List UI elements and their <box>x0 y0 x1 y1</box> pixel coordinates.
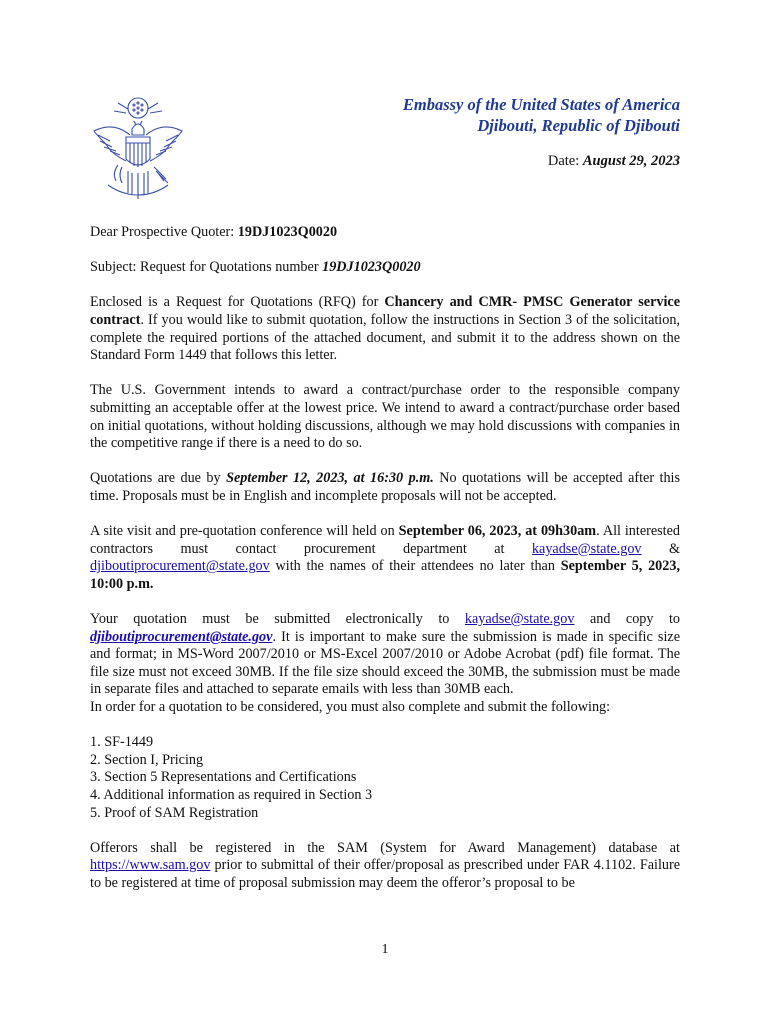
list-item: 2. Section I, Pricing <box>90 751 204 768</box>
subject-line <box>90 259 680 277</box>
para1-text-1: Enclosed is a Request for Quotations (RFQ) for <box>90 294 379 311</box>
para5-text-2: and copy to <box>589 611 680 628</box>
para1-text-2: . If you would like to submit quotation, follow the instructions in Section 3 of the solicitation, complete the required portions of the attached document, and submit it to the address shown on the Standard Form 1449 that follows this letter. <box>90 311 680 364</box>
salutation <box>90 224 680 242</box>
due-date: September 12, 2023, at 16:30 p.m. <box>226 470 434 487</box>
subject-text: Subject: Request for Quotations number <box>90 259 319 276</box>
para7-text-1: Offerors shall be registered in the SAM (System for Award Management) database at <box>90 839 680 856</box>
date-value: August 29, 2023 <box>582 153 680 169</box>
date-label: Date: <box>547 153 580 169</box>
solicitation-number: 19DJ1023Q0020 <box>237 224 338 240</box>
para7-text-2: prior to submittal of their offer/proposal as prescribed under FAR 4.1102. Failure to be registered at time of proposal submission may deem the offeror’s proposal to be <box>90 857 681 891</box>
para5-text-3: . It is important to make sure the submission is made in specific size and format; in MS-Word 2007/2010 or MS-Excel 2007/2010 or Adobe Acrobat (pdf) file format. The file size must not exceed 30MB. If the file size should exceed the 30MB, the submission must be made in separate files and attached to separate emails with less than 30MB each. <box>90 628 680 698</box>
subject-number: 19DJ1023Q0020 <box>322 259 421 276</box>
paragraph-submission <box>90 611 680 699</box>
paragraph-award: The U.S. Government intends to award a contract/purchase order to the responsible company submitting an acceptable offer at the lowest price. We intend to award a contract/purchase order based on initial quotations, without holding discussions, although we may hold discussions with companies in the competitive range if there is a need to do so. <box>90 382 680 452</box>
embassy-location: Djibouti, Republic of Djibouti <box>477 116 680 135</box>
para4-text-3: with the names of their attendees no later than <box>275 558 555 575</box>
list-item: 1. SF-1449 <box>90 734 154 751</box>
letter-date <box>548 153 680 170</box>
para5-text-1: Your quotation must be submitted electronically to <box>90 611 450 628</box>
site-visit-date: September 06, 2023, at 09h30am <box>398 523 597 540</box>
sam-link[interactable]: https://www.sam.gov <box>90 857 211 874</box>
para4-ampersand: & <box>668 540 680 557</box>
great-seal-icon <box>88 95 188 201</box>
requirements-list <box>90 734 680 822</box>
para4-text-2: . All interested contractors must contact procurement department at <box>90 523 681 557</box>
salutation-text: Dear Prospective Quoter: <box>90 224 235 240</box>
copy-email-link[interactable]: djiboutiprocurement@state.gov <box>90 628 273 645</box>
list-item: 4. Additional information as required in Section 3 <box>90 787 373 803</box>
para3-text-1: Quotations are due by <box>90 470 221 487</box>
page-number: 1 <box>381 942 389 957</box>
embassy-name: Embassy of the United States of America <box>402 95 680 114</box>
kayadse-email-link[interactable]: kayadse@state.gov <box>531 540 642 557</box>
paragraph-due-date <box>90 470 680 505</box>
paragraph-requirements: In order for a quotation to be considered, you must also complete and submit the following: <box>90 699 611 716</box>
paragraph-rfq <box>90 294 680 364</box>
procurement-email-link[interactable]: djiboutiprocurement@state.gov <box>90 558 270 575</box>
paragraph-site-visit <box>90 523 680 593</box>
embassy-header <box>403 94 680 136</box>
list-item: 3. Section 5 Representations and Certifications <box>90 769 357 786</box>
paragraph-sam <box>90 840 680 893</box>
list-item: 5. Proof of SAM Registration <box>90 804 259 821</box>
attendee-deadline: September 5, 2023, 10:00 p.m. <box>90 558 680 592</box>
contract-title: Chancery and CMR- PMSC Generator service contract <box>90 294 681 328</box>
para3-text-2: No quotations will be accepted after this time. Proposals must be in English and incomplete proposals will not be accepted. <box>90 470 681 504</box>
submission-email-link[interactable]: kayadse@state.gov <box>464 611 575 628</box>
para4-text-1: A site visit and pre-quotation conference will held on <box>90 523 395 540</box>
letter-body <box>90 224 680 910</box>
